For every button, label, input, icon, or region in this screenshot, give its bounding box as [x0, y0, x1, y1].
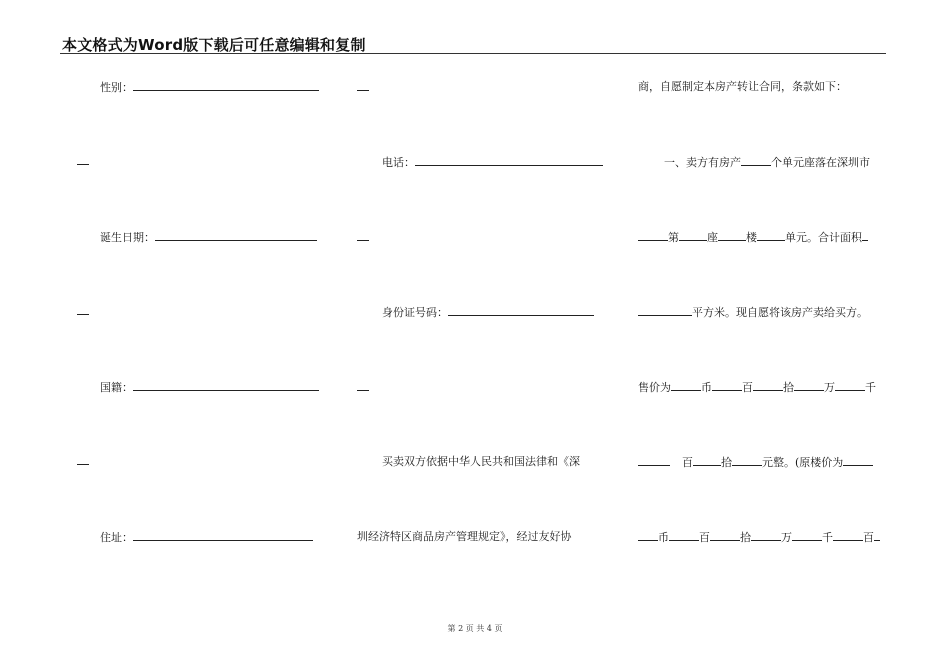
clause-one-line3 [638, 305, 868, 320]
clause-text: 座 [707, 231, 718, 244]
currency-blank[interactable] [638, 530, 658, 541]
page-number: 第 2 页 共 4 页 [447, 624, 503, 633]
area-blank[interactable] [638, 305, 692, 316]
price-blank[interactable] [753, 380, 783, 391]
phone-field [382, 155, 603, 170]
price-blank[interactable] [712, 380, 742, 391]
clause-text: 百 [863, 531, 874, 544]
price-blank[interactable] [638, 455, 670, 466]
id-number-label: 身份证号码： [382, 306, 448, 319]
currency-blank[interactable] [671, 380, 701, 391]
unit-blank[interactable] [757, 230, 785, 241]
clause-text: 拾 [721, 456, 732, 469]
clause-one-line1 [664, 155, 870, 170]
clause-text: 个单元座落在深圳市 [771, 156, 870, 169]
price-blank[interactable] [693, 455, 721, 466]
document-header-title: 本文格式为Word版下载后可任意编辑和复制 [62, 36, 366, 54]
nationality-blank[interactable] [133, 380, 319, 391]
building-blank[interactable] [718, 230, 746, 241]
area-blank-start[interactable] [862, 230, 868, 241]
clause-text: 百 [682, 456, 693, 469]
original-price-blank[interactable] [843, 455, 873, 466]
address-blank[interactable] [133, 530, 313, 541]
gender-label: 性别： [100, 81, 133, 94]
clause-text: 楼 [746, 231, 757, 244]
clause-text: 单元。合计面积 [785, 231, 862, 244]
id-number-field [382, 305, 594, 320]
clause-text: 售价为 [638, 381, 671, 394]
price-blank[interactable] [710, 530, 740, 541]
birth-date-field [100, 230, 317, 245]
price-blank[interactable] [794, 380, 824, 391]
phone-label: 电话： [382, 156, 415, 169]
nationality-continuation-dash [77, 464, 89, 465]
price-blank[interactable] [732, 455, 762, 466]
price-blank[interactable] [835, 380, 865, 391]
agreement-paragraph-line1: 买卖双方依据中华人民共和国法律和《深 [382, 455, 580, 468]
clause-text: 万 [824, 381, 835, 394]
clause-text: 拾 [740, 531, 751, 544]
price-blank[interactable] [833, 530, 863, 541]
contract-intro-line: 商，自愿制定本房产转让合同，条款如下： [638, 80, 847, 93]
clause-text: 拾 [783, 381, 794, 394]
phone-continuation-dash [357, 240, 369, 241]
price-line1 [638, 380, 876, 395]
agreement-paragraph-line2: 圳经济特区商品房产管理规定》，经过友好协 [357, 530, 572, 543]
clause-text: 平方米。现自愿将该房产卖给买方。 [692, 306, 868, 319]
id-number-blank[interactable] [448, 305, 594, 316]
district-blank[interactable] [638, 230, 668, 241]
clause-text: 币 [658, 531, 669, 544]
clause-text: 币 [701, 381, 712, 394]
clause-text: 第 [668, 231, 679, 244]
original-price-line [638, 530, 880, 545]
birth-date-blank[interactable] [155, 230, 317, 241]
address-field [100, 530, 313, 545]
clause-text: 百 [699, 531, 710, 544]
nationality-field [100, 380, 319, 395]
phone-blank[interactable] [415, 155, 603, 166]
nationality-label: 国籍： [100, 381, 133, 394]
column2-top-dash [357, 90, 369, 91]
price-blank[interactable] [751, 530, 781, 541]
unit-count-blank[interactable] [741, 155, 771, 166]
id-number-continuation-dash [357, 390, 369, 391]
clause-one-line2 [638, 230, 868, 245]
price-blank[interactable] [874, 530, 880, 541]
clause-text: 千 [822, 531, 833, 544]
birth-date-continuation-dash [77, 314, 89, 315]
clause-text: 一、卖方有房产 [664, 156, 741, 169]
clause-text: 元整。(原楼价为 [762, 456, 844, 469]
block-blank[interactable] [679, 230, 707, 241]
price-blank[interactable] [792, 530, 822, 541]
price-line2 [638, 455, 873, 470]
gender-blank[interactable] [133, 80, 319, 91]
price-blank[interactable] [669, 530, 699, 541]
address-label: 住址： [100, 531, 133, 544]
clause-text: 百 [742, 381, 753, 394]
clause-text: 千 [865, 381, 876, 394]
header-divider [60, 53, 886, 54]
clause-text: 万 [781, 531, 792, 544]
gender-continuation-dash [77, 164, 89, 165]
birth-date-label: 诞生日期： [100, 231, 155, 244]
gender-field [100, 80, 319, 95]
